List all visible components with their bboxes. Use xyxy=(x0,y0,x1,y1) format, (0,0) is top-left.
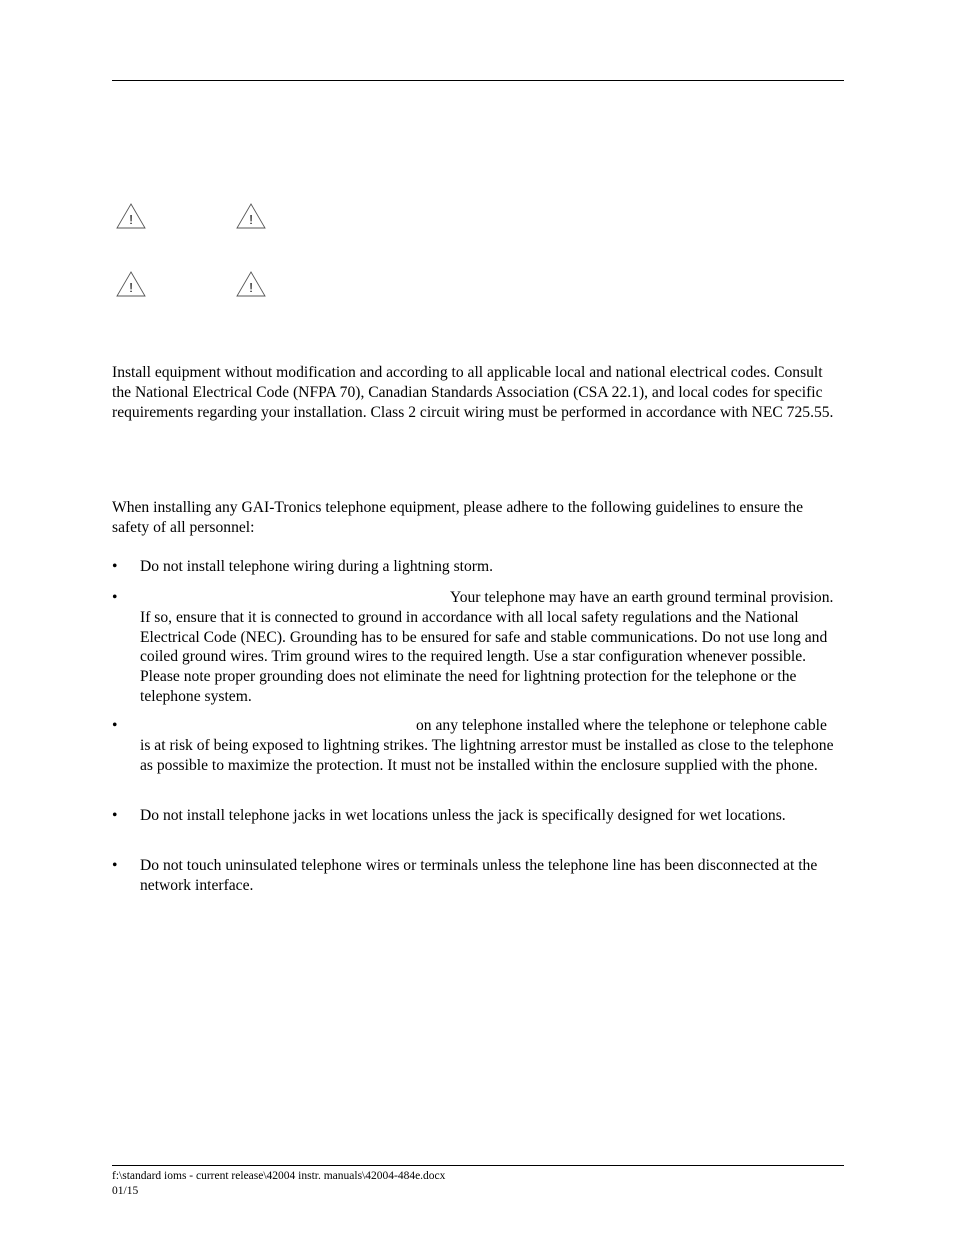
bullet-icon: • xyxy=(112,589,118,606)
footer-file-path: f:\standard ioms - current release\42004 instr. manuals\42004-484e.docx xyxy=(112,1170,446,1182)
bullet-icon: • xyxy=(112,717,118,734)
list-item xyxy=(112,557,840,577)
list-item xyxy=(112,806,840,826)
list-item-text: Do not install telephone wiring during a lightning storm. xyxy=(140,558,493,575)
svg-text:!: ! xyxy=(129,280,133,295)
warning-icon xyxy=(236,271,266,297)
list-item-text: Do not install telephone jacks in wet locations unless the jack is specifically designed for wet locations. xyxy=(140,807,786,824)
warning-icon xyxy=(236,203,266,229)
footer-date: 01/15 xyxy=(112,1185,139,1197)
list-item xyxy=(112,856,840,896)
footer-rule xyxy=(112,1165,844,1166)
svg-text:!: ! xyxy=(129,212,133,227)
bullet-icon: • xyxy=(112,857,118,874)
bullet-icon: • xyxy=(112,807,118,824)
list-item xyxy=(112,716,840,775)
warning-icon xyxy=(116,203,146,229)
svg-text:!: ! xyxy=(249,280,253,295)
svg-text:!: ! xyxy=(249,212,253,227)
install-paragraph: Install equipment without modification and according to all applicable local and national electrical codes. Consult the National Electrical Code (NFPA 70), Canadian Standards Association (CSA 22.1), and local codes for specific requirements regarding your installation. Class 2 circuit wiring must be performed in accordance with NEC 725.55. xyxy=(112,364,834,421)
list-item-text: Do not touch uninsulated telephone wires or terminals unless the telephone line has been disconnected at the network interface. xyxy=(140,857,818,894)
header-rule xyxy=(112,80,844,81)
list-item-text: on any telephone installed where the telephone or telephone cable is at risk of being exposed to lightning strikes. The lightning arrestor must be installed as close to the telephone as possible to maximize the protection. It must not be installed within the enclosure supplied with the phone. xyxy=(140,717,834,774)
warning-icon xyxy=(116,271,146,297)
guidelines-paragraph: When installing any GAI-Tronics telephone equipment, please adhere to the following guidelines to ensure the safety of all personnel: xyxy=(112,499,804,536)
bullet-icon: • xyxy=(112,558,118,575)
list-item xyxy=(112,588,840,707)
list-item-text: Your telephone may have an earth ground terminal provision. If so, ensure that it is connected to ground in accordance with all local safety regulations and the National Electrical Code (NEC). Grounding has to be ensured for safe and stable communications. Do not use long and coiled ground wires. Trim ground wires to the required length. Use a star configuration whenever possible. Please note proper grounding does not eliminate the need for lightning protection for the telephone or the telephone system. xyxy=(140,589,834,705)
